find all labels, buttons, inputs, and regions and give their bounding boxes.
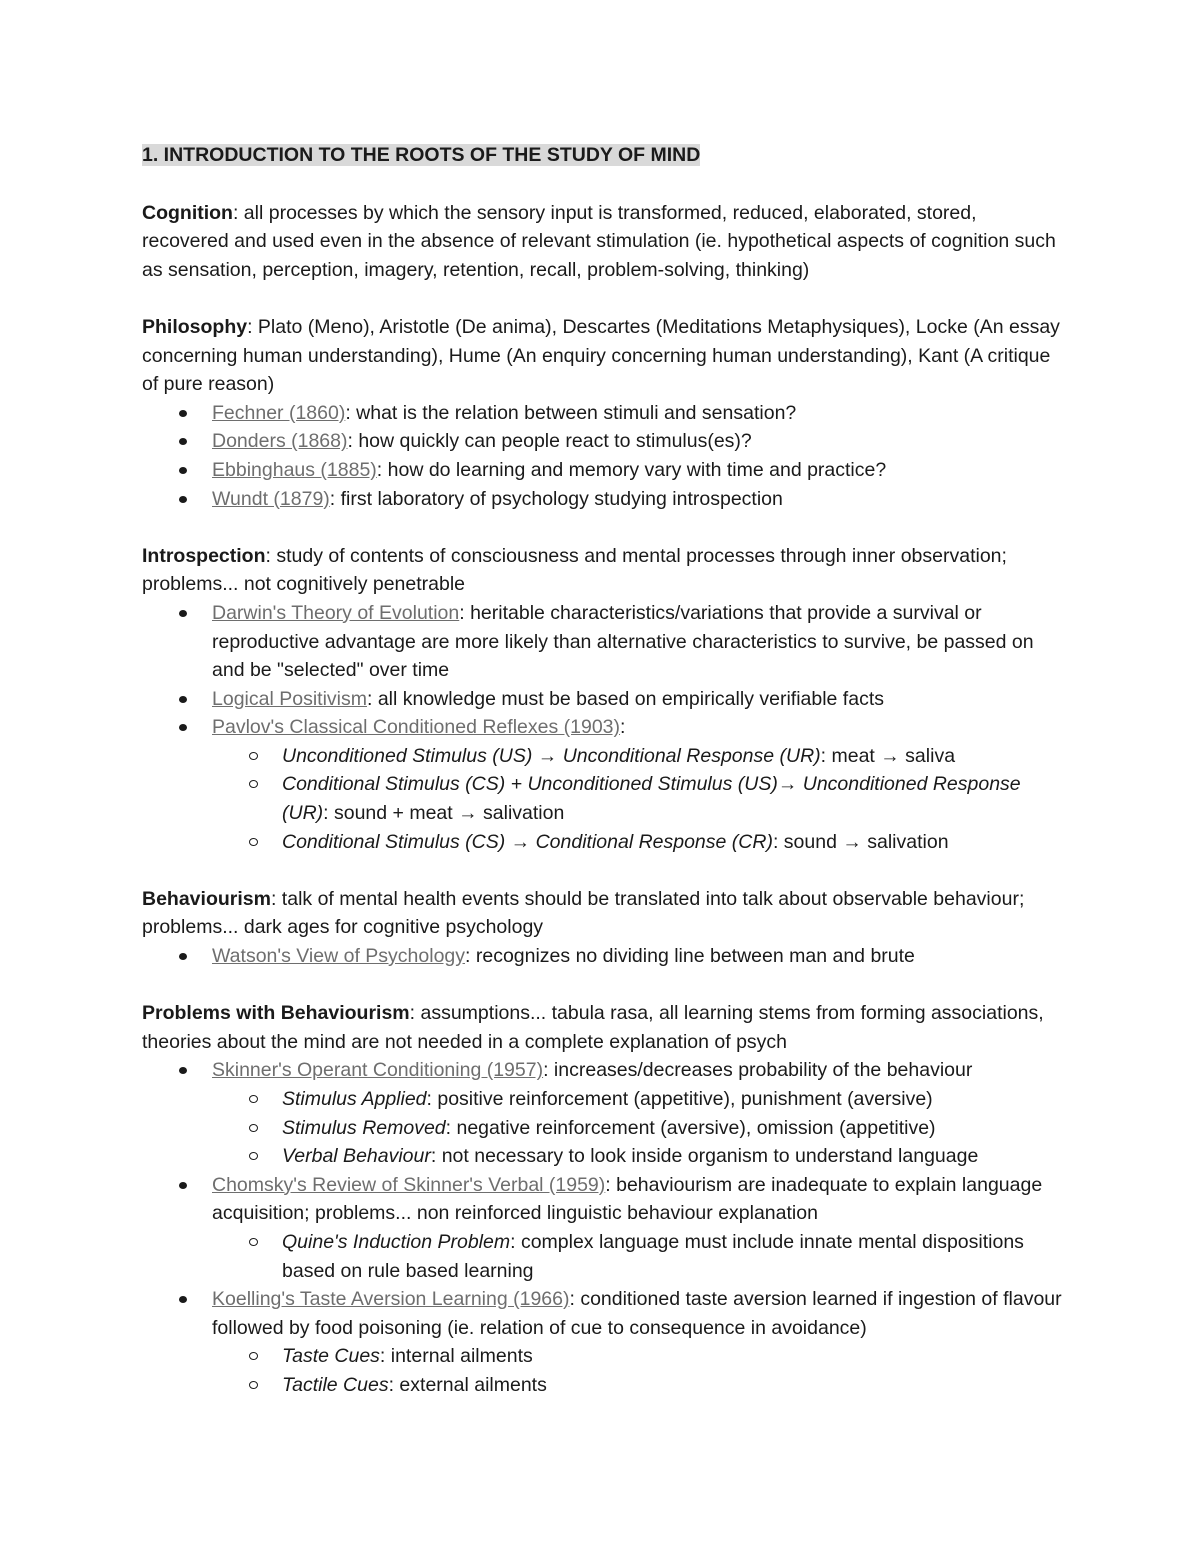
item-text: : all knowledge must be based on empirically verifiable facts [366, 687, 884, 710]
sublist-item [212, 1228, 1067, 1285]
item-text: : [620, 716, 626, 739]
item-text: : behaviourism are inadequate to explain language acquisition; problems... non reinforced linguistic behaviour explanation [212, 1173, 1043, 1225]
sublist-item [212, 742, 1067, 771]
italic-term: Quine's Induction Problem [282, 1230, 511, 1253]
sublist-item [212, 770, 1067, 827]
reference-link[interactable]: Koelling's Taste Aversion Learning (1966) [212, 1288, 570, 1311]
italic-term: Conditional Stimulus (CS) + Unconditioned Stimulus (US)→ Unconditioned Response (UR) [282, 773, 1021, 825]
definition-text: : study of contents of consciousness and mental processes through inner observation; problems... not cognitively penetrable [142, 544, 1007, 596]
item-text: : heritable characteristics/variations that provide a survival or reproductive advantage are more likely than alternative characteristics to survive, be passed on and be "selected" over time [212, 601, 1034, 682]
list-item [142, 942, 1067, 971]
item-text: : negative reinforcement (aversive), omission (appetitive) [445, 1116, 936, 1139]
term-label: Philosophy [142, 315, 248, 338]
reference-link[interactable]: Ebbinghaus (1885) [212, 458, 377, 481]
term-label: Cognition [142, 201, 233, 224]
list-item [142, 599, 1067, 685]
item-text: : sound + meat → salivation [323, 802, 565, 825]
skinner-sublist [212, 1085, 1067, 1171]
item-text: : internal ailments [379, 1345, 533, 1368]
item-text: : how quickly can people react to stimulus(es)? [347, 430, 752, 453]
italic-term: Verbal Behaviour [282, 1145, 431, 1168]
item-text: : how do learning and memory vary with time and practice? [376, 458, 887, 481]
cognition-paragraph [142, 199, 1067, 285]
term-label: Introspection [142, 544, 266, 567]
koelling-sublist [212, 1342, 1067, 1399]
definition-text: : all processes by which the sensory input is transformed, reduced, elaborated, stored, recovered and used even in the absence of relevant stimulation (ie. hypothetical aspects of cognition such as sensation, perception, imagery, retention, recall, problem-solving, thinking) [142, 201, 1056, 281]
reference-link[interactable]: Chomsky's Review of Skinner's Verbal (1959) [212, 1173, 606, 1196]
list-item [142, 399, 1067, 428]
term-label: Behaviourism [142, 887, 271, 910]
behaviourism-section [142, 885, 1067, 971]
pavlov-sublist [212, 742, 1067, 856]
item-text: : meat → saliva [820, 744, 956, 767]
italic-term: Tactile Cues [282, 1373, 389, 1396]
philosophy-section [142, 313, 1067, 513]
italic-term: Stimulus Applied [282, 1088, 427, 1110]
reference-link[interactable]: Pavlov's Classical Conditioned Reflexes (1903) [212, 716, 621, 739]
introspection-section [142, 542, 1067, 857]
document-page [142, 141, 1067, 1428]
behaviourism-list [142, 942, 1067, 971]
definition-text: : talk of mental health events should be translated into talk about observable behaviour; problems... dark ages for cognitive psychology [142, 887, 1025, 939]
item-text: : recognizes no dividing line between man and brute [465, 945, 915, 968]
problems-list [142, 1056, 1067, 1399]
item-text: : what is the relation between stimuli and sensation? [345, 401, 797, 424]
definition-text: : Plato (Meno), Aristotle (De anima), Descartes (Meditations Metaphysiques), Locke (An essay concerning human understanding), Hume (An enquiry concerning human understanding), Kant (A critique of pure reason) [142, 315, 1060, 396]
reference-link[interactable]: Watson's View of Psychology [212, 945, 466, 968]
list-item [142, 713, 1067, 856]
reference-link[interactable]: Skinner's Operant Conditioning (1957) [212, 1059, 544, 1082]
sublist-item [212, 828, 1067, 857]
list-item [142, 1285, 1067, 1399]
page-title: 1. INTRODUCTION TO THE ROOTS OF THE STUDY OF MIND [142, 144, 701, 166]
list-item [142, 1171, 1067, 1285]
item-text: : positive reinforcement (appetitive), punishment (aversive) [426, 1088, 933, 1110]
item-text: : conditioned taste aversion learned if ingestion of flavour followed by food poisoning (ie. relation of cue to consequence in avoidance) [212, 1288, 1062, 1339]
italic-term: Stimulus Removed [282, 1116, 446, 1139]
reference-link[interactable]: Logical Positivism [212, 687, 367, 710]
reference-link[interactable]: Darwin's Theory of Evolution [212, 601, 460, 624]
item-text: : sound → salivation [772, 830, 949, 853]
chomsky-sublist [212, 1228, 1067, 1285]
reference-link[interactable]: Wundt (1879) [212, 487, 330, 510]
item-text: : not necessary to look inside organism to understand language [430, 1145, 979, 1168]
problems-section [142, 999, 1067, 1399]
item-text: : increases/decreases probability of the behaviour [543, 1059, 973, 1082]
introspection-paragraph [142, 542, 1067, 599]
list-item [142, 1056, 1067, 1170]
item-text: : external ailments [388, 1373, 547, 1396]
reference-link[interactable]: Fechner (1860) [212, 401, 346, 424]
sublist-item [212, 1114, 1067, 1143]
philosophy-paragraph [142, 313, 1067, 399]
problems-paragraph [142, 999, 1067, 1056]
sublist-item [212, 1342, 1067, 1371]
list-item [142, 427, 1067, 456]
list-item [142, 485, 1067, 514]
list-item [142, 685, 1067, 714]
introspection-list [142, 599, 1067, 856]
sublist-item [212, 1371, 1067, 1400]
item-text: : first laboratory of psychology studying introspection [329, 487, 783, 510]
italic-term: Conditional Stimulus (CS) → Conditional Response (CR) [282, 830, 773, 853]
list-item [142, 456, 1067, 485]
behaviourism-paragraph [142, 885, 1067, 942]
reference-link[interactable]: Donders (1868) [212, 430, 348, 453]
italic-term: Unconditioned Stimulus (US) → Unconditional Response (UR) [282, 744, 821, 767]
italic-term: Taste Cues [282, 1345, 380, 1368]
cognition-section [142, 199, 1067, 285]
philosophy-list [142, 399, 1067, 513]
sublist-item [212, 1142, 1067, 1171]
definition-text: : assumptions... tabula rasa, all learning stems from forming associations, theories about the mind are not needed in a complete explanation of psych [142, 1002, 1044, 1053]
term-label: Problems with Behaviourism [142, 1002, 410, 1025]
sublist-item [212, 1085, 1067, 1114]
item-text: : complex language must include innate mental dispositions based on rule based learning [282, 1230, 1024, 1282]
